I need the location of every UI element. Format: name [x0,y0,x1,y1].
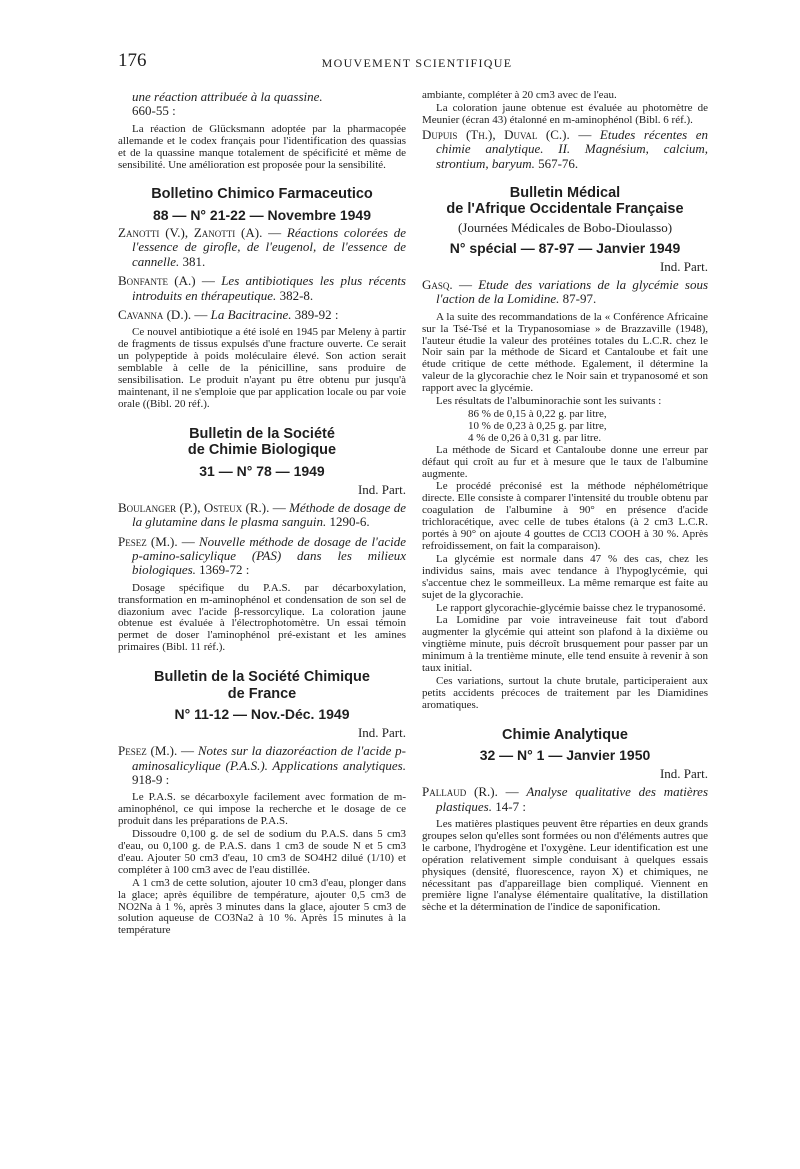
left-column [118,90,406,938]
page-header [118,50,716,78]
entry-pages: 918-9 : [132,772,170,787]
journal-section-bulletin-medical [422,185,708,712]
journal-title: Bulletin de la Société [189,425,335,442]
ind-part-label: Ind. Part. [659,258,708,274]
journal-section-chimie-biologique [118,426,406,654]
percentage-row: 86 % de 0,15 à 0,22 g. par litre, [468,408,607,420]
abstract-text: La coloration jaune obtenue est évaluée au photomètre de Meunier (écran 43) étalonné en m-aminophénol (Bibl. 6 réf.). [422,101,708,126]
entry-pages: 389-92 : [294,306,339,322]
running-head: MOUVEMENT SCIENTIFIQUE [321,56,513,70]
journal-title: de Chimie Biologique [187,442,337,459]
entry-pages: 87-97. [562,291,597,307]
entry-pages: 14-7 : [495,798,526,814]
abstract-text: A la suite des recommandations de la « Conférence Africaine sur la Tsé-Tsé et la Trypanosomiase » de Brazzaville (1948), l'auteur étudie la valeur des protéines totales du L.C.R. chez le Noir sain par la méthode de Sicard et Cantaloube et fait une étude critique de cette méthode. Egalement, il détermine la valeur de la glycorachie chez le Noir sain et trypanosomé et son rapport avec la glycémie. [422,310,708,395]
entry-authors: Pallaud (R.). [422,784,498,800]
entry-title: Les antibiotiques les plus récents introduits en thérapeutique. [132,273,406,303]
bibliographic-entry: Gasq. — Etude des variations de la glycémie sous l'action de la Lomidine. 87-97. [422,276,708,307]
percentage-row: 4 % de 0,26 à 0,31 g. par litre. [468,431,602,444]
percentage-row: 10 % de 0,23 à 0,25 g. par litre, [468,419,607,432]
bibliographic-entry: Pesez (M.). — Notes sur la diazoréaction de l'acide p-aminosalicylique (P.A.S.). Applications analytiques. 918-9 : [118,743,406,787]
issue-line: N° spécial — 87-97 — Janvier 1949 [449,239,681,256]
entry-pages: 660-55 : [132,103,176,119]
bibliographic-entry: Bonfante (A.) — Les antibiotiques les plus récents introduits en thérapeutique. 382-8. [118,273,406,303]
abstract-text: La réaction de Glücksmann adoptée par la pharmacopée allemande et le codex français pour l'identification des quassias et de la quassine manque totalement de spécificité et même de sensibilité. Une amélioration est proposée pour la sensibilité. [118,122,406,171]
entry-pages: 382-8. [279,287,314,303]
bibliographic-entry: Pesez (M.). — Nouvelle méthode de dosage de l'acide p-amino-salicylique (PAS) dans les milieux biologiques. 1369-72 : [118,533,406,578]
abstract-text: Le P.A.S. se décarboxyle facilement avec formation de m-aminophénol, ce qui impose la recherche et le dosage de ce produit dans les préparations de P.A.S. [118,791,406,828]
entry-title: La Bacitracine. [210,306,292,322]
entry-pages: 1290-6. [329,514,370,530]
abstract-text: ambiante, compléter à 20 cm3 avec de l'eau. [422,90,617,101]
issue-line: 32 — N° 1 — Janvier 1950 [479,747,651,764]
bibliographic-entry: Boulanger (P.), Osteux (R.). — Méthode de dosage de la glutamine dans le plasma sanguin. 1290-6. [118,499,406,530]
bibliographic-entry: Zanotti (V.), Zanotti (A). — Réactions colorées de l'essence de girofle, de l'eugenol, de l'essence de cannelle. 381. [118,224,406,269]
bibliographic-entry: Dupuis (Th.), Duval (C.). — Etudes récentes en chimie analytique. II. Magnésium, calcium, strontium, baryum. 567-76. [422,126,708,171]
abstract-text: Dissoudre 0,100 g. de sel de sodium du P.A.S. dans 5 cm3 d'eau, ou 0,100 g. de P.A.S. dans 1 cm3 de soude N et 5 cm3 d'eau. Ajouter 50 cm3 d'eau, 10 cm3 de SO4H2 dilué (1/10) et compléter à 100 cm3 avec de l'eau distillée. [118,828,406,876]
abstract-text: Les résultats de l'albuminorachie sont les suivants : [436,395,662,408]
entry-title: Analyse qualitative des matières plastiques. [436,784,708,814]
ind-part-label: Ind. Part. [357,725,406,741]
journal-section-chimie-analytique [422,727,708,915]
abstract-text: Ces variations, surtout la chute brutale, participeraient aux petits accidents précoces de traitement par les Diamidines aromatiques. [422,674,708,711]
ind-part-label: Ind. Part. [659,766,708,782]
abstract-text: La méthode de Sicard et Cantaloube donne une erreur par défaut qui croît au fur et à mesure que le taux de l'albumine augmente. [422,443,708,480]
journal-title: Bulletin de la Société Chimique [154,669,370,686]
entry-title: Etude des variations de la glycémie sous l'action de la Lomidine. [436,276,708,307]
entry-authors: Dupuis (Th.), Duval (C.). [422,126,570,142]
abstract-text: Ce nouvel antibiotique a été isolé en 1945 par Meleny à partir de fragments de tissus expulsés d'une fracture ouverte. Ce serait un polypeptide à poids moléculaire élevé. Son action serait semblable à celle de la pénicilline, sans produire de sensibilisation. Le produit n'ayant pu être obtenu pur jusqu'à maintenant, il ne s'emploie que par application locale ou par voie orale ((Bibl. 20 réf.). [118,326,406,410]
journal-title: Bolletino Chimico Farmaceutico [151,186,373,203]
entry-title: Nouvelle méthode de dosage de l'acide p-amino-salicylique (PAS) dans les milieux biologiques. [132,533,406,578]
page-number: 176 [118,50,147,71]
journal-subtitle: (Journées Médicales de Bobo-Dioulasso) [457,219,673,235]
entry-authors: Boulanger (P.), Osteux (R.). [118,499,270,515]
entry-title: Méthode de dosage de la glutamine dans le plasma sanguin. [132,499,406,530]
entry-authors: Bonfante (A.) [118,273,196,289]
issue-line: 88 — N° 21-22 — Novembre 1949 [152,206,372,223]
abstract-text: La glycémie est normale dans 47 % des cas, chez les individus sains, mais avec tendance à l'hypoglycémie, qui s'accentue chez le sommeilleux. La même remarque est faite au sujet de la glycorachie. [422,552,708,601]
ind-part-label: Ind. Part. [357,481,406,497]
entry-pages: 381. [182,253,206,269]
bibliographic-entry: Cavanna (D.). — La Bacitracine. 389-92 : [118,306,339,322]
abstract-text: La Lomidine par voie intraveineuse fait tout d'abord augmenter la glycémie qui atteint son plafond à la dixième ou vingtième minute, puis décroît brusquement pour passer par un minimum à la trentième minute, elle tend ensuite à revenir à son taux initial. [422,614,708,675]
abstract-text: Les matières plastiques peuvent être réparties en deux grands groupes selon qu'elles sont formées ou non d'éléments autres que le carbone, l'hydrogène et l'oxygène. Leur identification est une opération relativement simple conduisant à quelques essais physiques (densité, fluorescence, rayon X) et chimiques, ne nécessitant pas d'appareillage bien compliqué. Viennent en première ligne l'analyse élémentaire qualitative, la distillation sèche et la détermination de l'indice de saponification. [422,817,708,914]
abstract-text: Dosage spécifique du P.A.S. par décarboxylation, transformation en m-aminophénol et condensation de son sel de diazonium avec l'acide β-ressorcylique. La coloration jaune obtenue est évaluée à l'électrophotomètre. Un essai témoin permet de doser l'aminophénol pré-existant et les amines primaires (Bibl. 11 réf.). [118,581,406,654]
abstract-text: Le procédé préconisé est la méthode néphélométrique directe. Elle consiste à comparer l'intensité du trouble obtenu par coagulation de l'albumine à 90° en présence d'acide trichloracétique, avec celle de tubes étalons (à 2 cm3 L.C.R. portés à 90° on ajoute 4 gouttes de CCl3 COOH à 30 %. Après refroidissement, on fait la comparaison). [422,480,708,552]
journal-title: Bulletin Médical [509,184,621,201]
entry-title: Réactions colorées de l'essence de girofle, de l'eugenol, de l'essence de cannelle. [132,224,406,269]
continued-entry [118,90,406,119]
issue-line: 31 — N° 78 — 1949 [199,462,325,479]
entry-authors: Cavanna (D.). [118,306,192,322]
entry-authors: Pesez (M.). [118,743,178,759]
entry-authors: Zanotti (V.), Zanotti (A). [118,224,263,240]
bibliographic-entry: Pallaud (R.). — Analyse qualitative des matières plastiques. 14-7 : [422,784,708,814]
abstract-text: Le rapport glycorachie-glycémie baisse chez le trypanosomé. [436,601,706,614]
entry-title: Notes sur la diazoréaction de l'acide p-aminosalicylique (P.A.S.). Applications analytiques. [132,743,406,773]
entry-pages: 1369-72 : [199,562,250,578]
entry-authors: Gasq. [422,276,453,292]
entry-title: une réaction attribuée à la quassine. [132,90,323,104]
entry-authors: Pesez (M.). [118,533,178,549]
journal-section-bolletino [118,186,406,410]
entry-title: Etudes récentes en chimie analytique. II. Magnésium, calcium, strontium, baryum. [436,126,708,171]
journal-title: de l'Afrique Occidentale Française [446,201,684,218]
right-column [422,90,708,915]
abstract-text: A 1 cm3 de cette solution, ajouter 10 cm3 d'eau, plonger dans la glace; après équilibre de température, ajouter 0,5 cm3 de NO2Na à 1 %, après 3 minutes dans la glace, ajouter 5 cm3 de solution aqueuse de CO3Na2 à 10 %. Après 15 minutes à la température [118,876,406,937]
entry-pages: 567-76. [538,155,579,171]
issue-line: N° 11-12 — Nov.-Déc. 1949 [174,706,350,723]
journal-title: de France [227,685,297,702]
journal-title: Chimie Analytique [502,726,628,743]
journal-section-societe-chimique [118,669,406,937]
